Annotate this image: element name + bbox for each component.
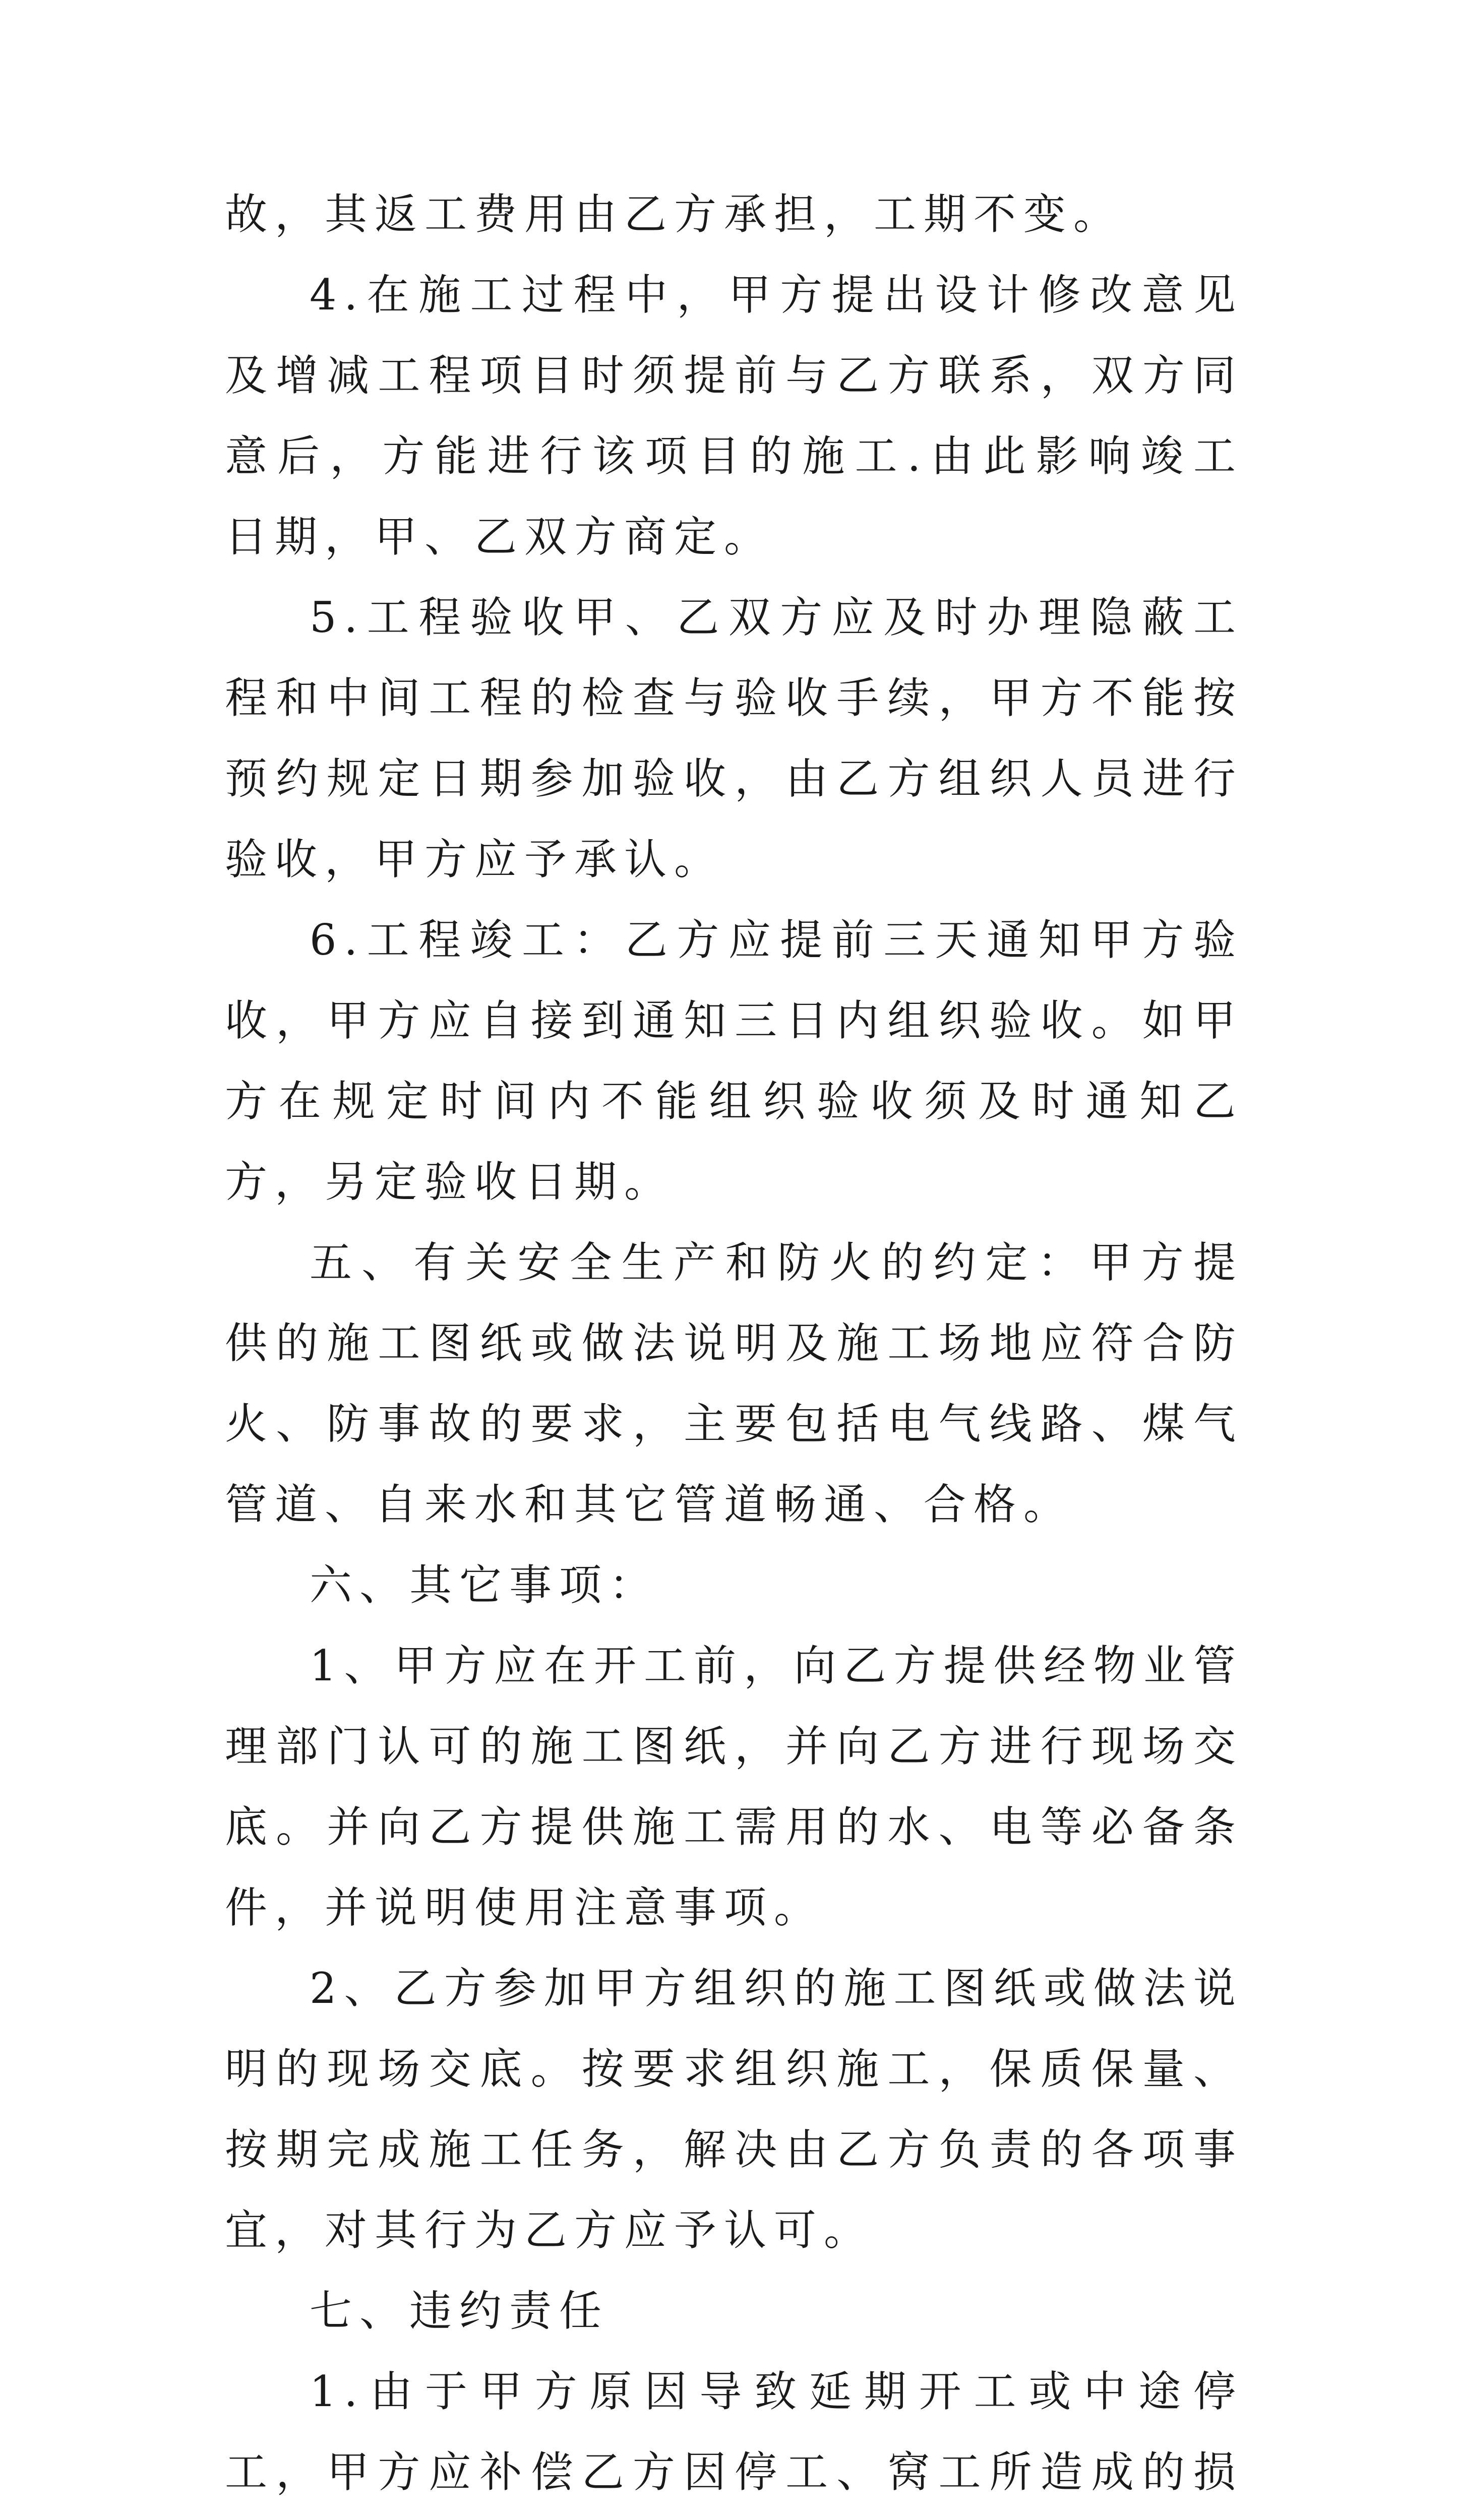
paragraph-fire-safety: 五、有关安全生产和防火的约定：甲方提供的施工图纸或做法说明及施工场地应符合防火、防事故的要求，主要包括电气线路、煤气管道、自来水和其它管道畅通、合格。 xyxy=(225,1238,1243,1529)
paragraph-delay-compensation: 1.由于甲方原因导致延期开工或中途停工，甲方应补偿乙方因停工、窝工所造成的损 xyxy=(225,2367,1243,2497)
paragraph-rework-cost: 故，其返工费用由乙方承担，工期不变。 xyxy=(225,190,1124,239)
heading-breach-liability: 七、违约责任 xyxy=(310,2286,610,2336)
paragraph-party-a-duties: 1、甲方应在开工前，向乙方提供经物业管理部门认可的施工图纸，并向乙方进行现场交底。并向乙方提供施工需用的水、电等必备条件，并说明使用注意事项。 xyxy=(225,1641,1243,1932)
heading-other-matters: 六、其它事项： xyxy=(310,1560,659,1610)
paragraph-completion: 6.工程竣工：乙方应提前三天通知甲方验收，甲方应自接到通知三日内组织验收。如甲方在规定时间内不能组织验收须及时通知乙方，另定验收日期。 xyxy=(225,915,1243,1207)
paragraph-design-changes: 4.在施工过程中，甲方提出设计修改意见及增减工程项目时须提前与乙方联系，双方同意后，方能进行该项目的施工.由此影响竣工日期，甲、乙双方商定。 xyxy=(225,270,1244,561)
paragraph-party-b-duties: 2、乙方参加甲方组织的施工图纸或做法说明的现场交底。按要求组织施工，保质保量、按期完成施工任务，解决由乙方负责的各项事宜，对其行为乙方应予认可。 xyxy=(225,1964,1243,2255)
document-body xyxy=(225,174,1243,2520)
paragraph-acceptance: 5.工程验收甲、乙双方应及时办理隐蔽工程和中间工程的检查与验收手续，甲方不能按预约规定日期参加验收，由乙方组织人员进行验收，甲方应予承认。 xyxy=(225,593,1243,884)
